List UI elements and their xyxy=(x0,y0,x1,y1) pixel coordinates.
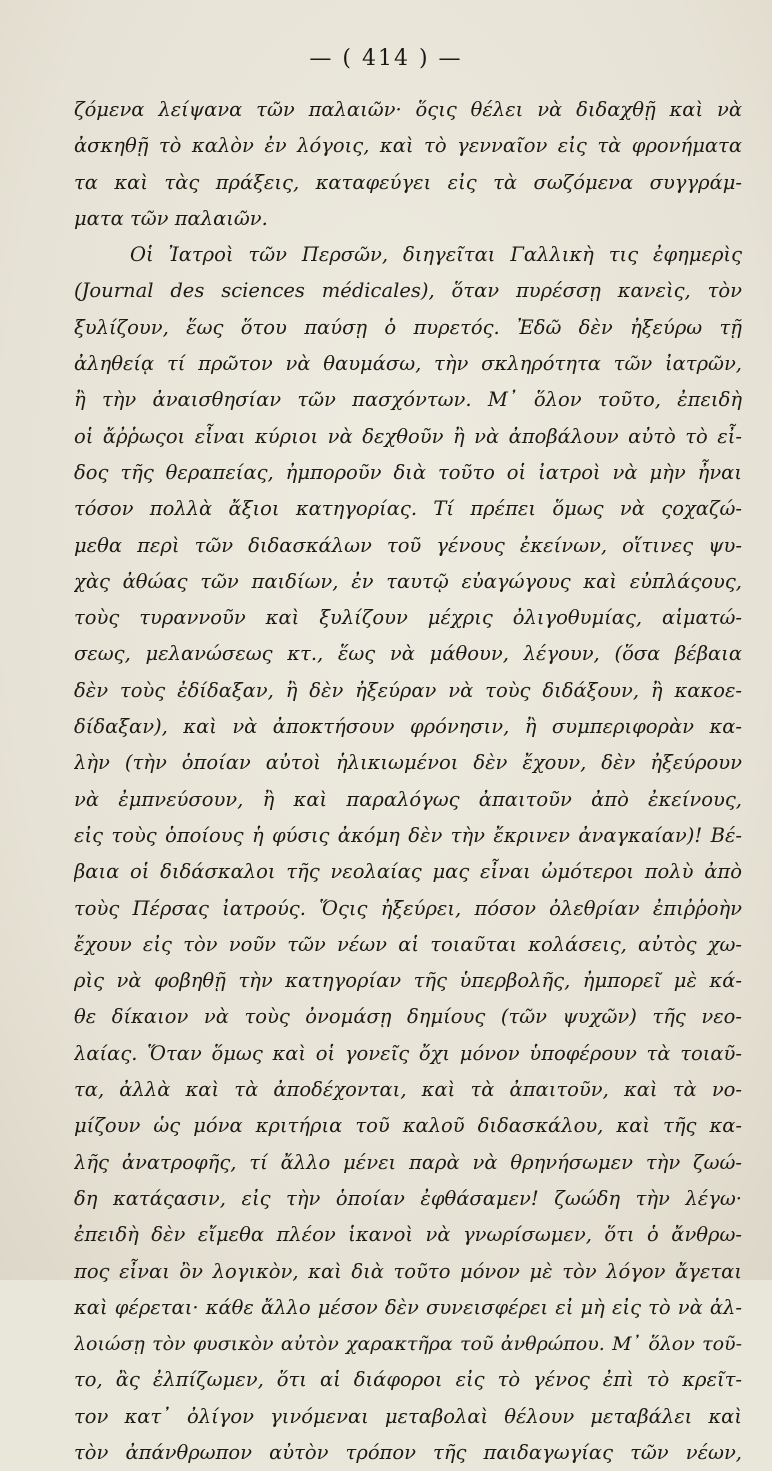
text-line: τοὺς Πέρσας ἰατρούς. Ὅςις ἠξεύρει, πόσον ὀλεθρίαν ἐπιῤῥοὴν xyxy=(74,896,742,920)
text-line: ἔχουν εἰς τὸν νοῦν τῶν νέων αἱ τοιαῦται κολάσεις, αὐτὸς χω- xyxy=(74,932,742,956)
text-line: ζόμενα λείψανα τῶν παλαιῶν· ὅςις θέλει νὰ διδαχθῇ καὶ νὰ xyxy=(74,98,742,121)
text-line: τοὺς τυραννοῦν καὶ ξυλίζουν μέχρις ὀλιγοθυμίας, αἱματώ- xyxy=(74,606,742,630)
text-line: νὰ ἐμπνεύσουν, ἢ καὶ παραλόγως ἀπαιτοῦν ἀπὸ ἐκείνους, xyxy=(74,787,742,811)
page-text-block xyxy=(74,92,742,1471)
text-line: λὴν (τὴν ὁποίαν αὐτοὶ ἡλικιωμένοι δὲν ἔχουν, δὲν ἠξεύρουν xyxy=(74,751,742,775)
text-line: λαίας. Ὅταν ὅμως καὶ οἱ γονεῖς ὄχι μόνον ὑποφέρουν τὰ τοιαῦ- xyxy=(74,1041,742,1065)
text-line: το, ἂς ἐλπίζωμεν, ὅτι αἱ διάφοροι εἰς τὸ γένος ἐπὶ τὸ κρεῖτ- xyxy=(74,1368,742,1392)
text-line: τα, ἀλλὰ καὶ τὰ ἀποδέχονται, καὶ τὰ ἀπαιτοῦν, καὶ τὰ νο- xyxy=(74,1078,742,1102)
page-number-header: — ( 414 ) — xyxy=(309,46,463,71)
text-line: ἐπειδὴ δὲν εἴμεθα πλέον ἱκανοὶ νὰ γνωρίσωμεν, ὅτι ὁ ἄνθρω- xyxy=(74,1223,742,1247)
text-line: εἰς τοὺς ὁποίους ἡ φύσις ἀκόμη δὲν τὴν ἔκρινεν ἀναγκαίαν)! Βέ- xyxy=(74,823,742,847)
text-line: ἀσκηθῇ τὸ καλὸν ἐν λόγοις, καὶ τὸ γενναῖον εἰς τὰ φρονήματα xyxy=(74,134,742,158)
text-line: καὶ φέρεται· κάθε ἄλλο μέσον δὲν συνεισφέρει εἰ μὴ εἰς τὸ νὰ ἀλ- xyxy=(74,1295,742,1319)
text-line: δίδαξαν), καὶ νὰ ἀποκτήσουν φρόνησιν, ἢ συμπεριφορὰν κα- xyxy=(74,715,742,739)
text-line: τα καὶ τὰς πράξεις, καταφεύγει εἰς τὰ σωζόμενα συγγράμ- xyxy=(74,170,742,194)
text-line: δη κατάςασιν, εἰς τὴν ὁποίαν ἐφθάσαμεν! ζωώδη τὴν λέγω· xyxy=(74,1186,742,1210)
text-line: δος τῆς θεραπείας, ἠμποροῦν διὰ τοῦτο οἱ ἰατροὶ νὰ μὴν ἦναι xyxy=(74,460,742,484)
text-line: ἢ τὴν ἀναισθησίαν τῶν πασχόντων. Μ᾽ ὅλον τοῦτο, ἐπειδὴ xyxy=(74,388,742,412)
text-line: ξυλίζουν, ἕως ὅτου παύσῃ ὁ πυρετός. Ἐδῶ δὲν ἠξεύρω τῇ xyxy=(74,315,742,339)
text-line: θε δίκαιον νὰ τοὺς ὀνομάσῃ δημίους (τῶν ψυχῶν) τῆς νεο- xyxy=(74,1005,742,1029)
text-line: (Journal des sciences médicales), ὅταν πυρέσσῃ κανεὶς, τὸν xyxy=(74,279,742,303)
text-line: δὲν τοὺς ἐδίδαξαν, ἢ δὲν ἠξεύραν νὰ τοὺς διδάξουν, ἢ κακοε- xyxy=(74,678,742,702)
text-line: μεθα περὶ τῶν διδασκάλων τοῦ γένους ἐκείνων, οἵτινες ψυ- xyxy=(74,533,742,557)
text-line: λοιώσῃ τὸν φυσικὸν αὐτὸν χαρακτῆρα τοῦ ἀνθρώπου. Μ᾽ ὅλον τοῦ- xyxy=(74,1333,742,1356)
text-line: οἱ ἄῤῥωςοι εἶναι κύριοι νὰ δεχθοῦν ἢ νὰ ἀποβάλουν αὐτὸ τὸ εἶ- xyxy=(74,424,742,448)
text-line: λῆς ἀνατροφῆς, τί ἄλλο μένει παρὰ νὰ θρηνήσωμεν τὴν ζωώ- xyxy=(74,1150,742,1174)
text-line: πος εἶναι ὂν λογικὸν, καὶ διὰ τοῦτο μόνον μὲ τὸν λόγον ἄγεται xyxy=(74,1259,742,1283)
text-line: ἀληθείᾳ τί πρῶτον νὰ θαυμάσω, τὴν σκληρότητα τῶν ἰατρῶν, xyxy=(74,352,742,376)
text-line: τὸν ἀπάνθρωπον αὐτὸν τρόπον τῆς παιδαγωγίας τῶν νέων, xyxy=(74,1440,742,1464)
text-line: σεως, μελανώσεως κτ., ἕως νὰ μάθουν, λέγουν, (ὅσα βέβαια xyxy=(74,642,742,666)
text-line: ρὶς νὰ φοβηθῇ τὴν κατηγορίαν τῆς ὑπερβολῆς, ἠμπορεῖ μὲ κά- xyxy=(74,969,742,993)
text-line: Οἱ Ἰατροὶ τῶν Περσῶν, διηγεῖται Γαλλικὴ τις ἐφημερὶς xyxy=(130,243,742,267)
text-line: τον κατ᾽ ὀλίγον γινόμεναι μεταβολαὶ θέλουν μεταβάλει καὶ xyxy=(74,1404,742,1428)
text-line: μίζουν ὡς μόνα κριτήρια τοῦ καλοῦ διδασκάλου, καὶ τῆς κα- xyxy=(74,1114,742,1138)
text-line: βαια οἱ διδάσκαλοι τῆς νεολαίας μας εἶναι ὠμότεροι πολὺ ἀπὸ xyxy=(74,860,742,884)
text-line: ματα τῶν παλαιῶν. xyxy=(74,206,268,230)
text-line: τόσον πολλὰ ἄξιοι κατηγορίας. Τί πρέπει ὅμως νὰ ςοχαζώ- xyxy=(74,497,742,521)
text-line: χὰς ἀθώας τῶν παιδίων, ἐν ταυτῷ εὐαγώγους καὶ εὐπλάςους, xyxy=(74,569,742,593)
